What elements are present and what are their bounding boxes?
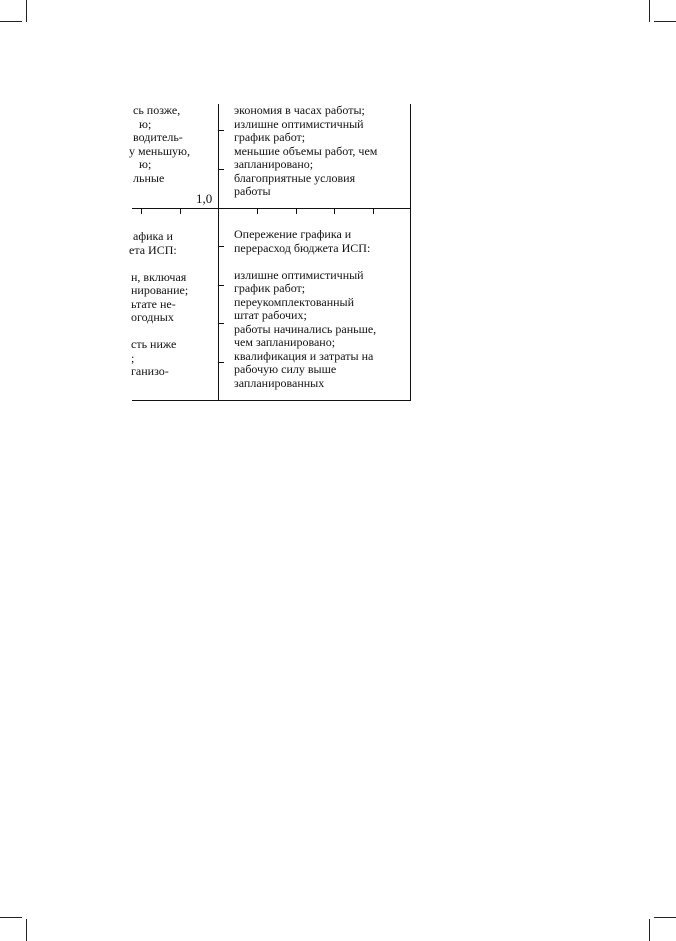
top-right-quadrant-text (234, 104, 377, 199)
axis-tick (219, 130, 224, 131)
text-line: график работ; (234, 130, 306, 144)
text-line: чем запланировано; (234, 335, 336, 349)
fragment-line: нирование; (131, 283, 189, 297)
crop-mark-bottom-right-vertical (649, 919, 650, 941)
fragment-line: огодных (131, 310, 174, 324)
fragment-line: н, включая (131, 269, 187, 284)
axis-tick (219, 285, 224, 286)
text-line: штат рабочих; (234, 308, 307, 322)
text-line: квалификация и затраты на (234, 348, 374, 363)
text-line: рабочую силу выше (234, 362, 337, 376)
text-line: запланировано; (234, 157, 314, 171)
fragment-line: водитель- (133, 130, 183, 144)
axis-value-label: 1,0 (196, 191, 213, 206)
text-line: работы (234, 184, 271, 198)
fragment-line: ета ИСП: (129, 242, 177, 257)
text-line: излишне оптимистичный (234, 116, 364, 131)
fragment-line: ганизо- (131, 364, 169, 378)
blank-line (234, 255, 376, 269)
bottom-left-quadrant-fragment (0, 0, 213, 941)
text-line: меньшие объемы работ, чем (234, 143, 378, 158)
fragment-line: сть ниже (131, 337, 177, 351)
text-line: излишне оптимистичный (234, 267, 364, 282)
text-line: переукомплектованный (234, 294, 355, 309)
vertical-axis (218, 104, 219, 401)
text-line: благоприятные условия (234, 170, 356, 185)
fragment-line: сь позже, (133, 103, 181, 117)
fragment-line: ; (131, 350, 135, 365)
fragment-line: ю; (139, 116, 152, 131)
axis-tick (296, 209, 297, 214)
axis-tick (219, 246, 224, 247)
text-line: экономия в часах работы; (234, 103, 365, 117)
quadrant-heading-line: Опережение графика и (234, 227, 352, 241)
text-line: запланированных (234, 375, 325, 390)
crop-mark-top-right-horizontal (654, 21, 676, 22)
fragment-line: афика и (133, 229, 173, 243)
bottom-right-quadrant-text (234, 228, 376, 390)
axis-tick (334, 209, 335, 214)
crop-mark-bottom-right-horizontal (654, 917, 676, 918)
right-border (410, 104, 411, 401)
axis-tick (373, 209, 374, 214)
axis-tick (219, 362, 224, 363)
quadrant-heading-line: перерасход бюджета ИСП: (234, 240, 371, 255)
fragment-line: ю; (139, 157, 152, 171)
text-line: график работ; (234, 281, 306, 295)
fragment-line: льные (133, 170, 165, 185)
text-line: работы начинались раньше, (234, 321, 377, 336)
axis-tick (219, 323, 224, 324)
fragment-line: ьтате не- (131, 296, 176, 311)
crop-mark-top-right-vertical (649, 0, 650, 22)
fragment-line: у меньшую, (129, 143, 191, 158)
axis-tick (219, 169, 224, 170)
axis-tick (257, 209, 258, 214)
